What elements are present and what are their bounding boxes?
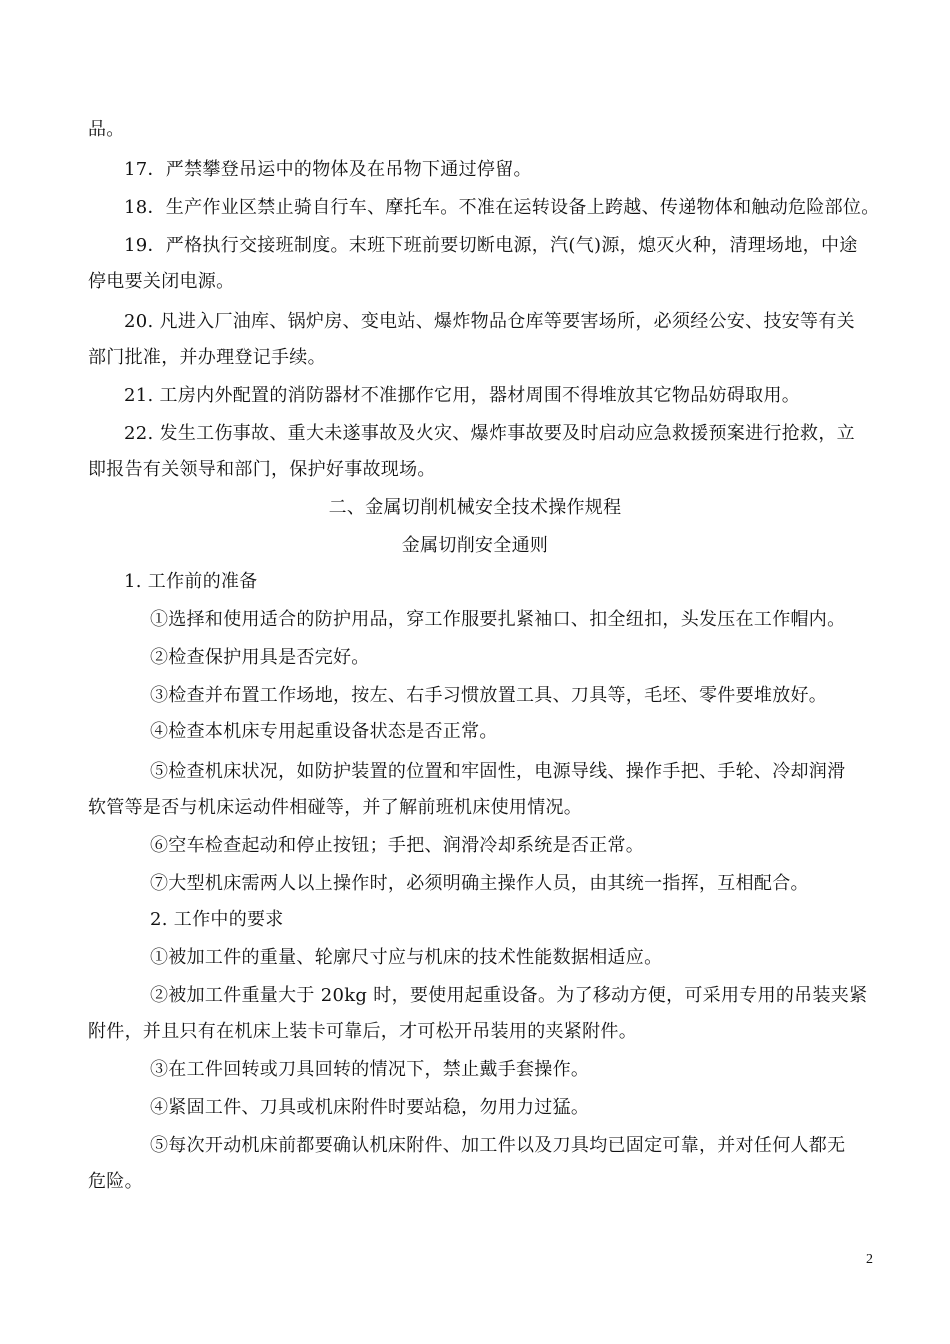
rule-item-21: 21. 工房内外配置的消防器材不准挪作它用，器材周围不得堆放其它物品妨碍取用。 [124, 385, 801, 406]
subsection-heading: 金属切削安全通则 [401, 535, 549, 556]
list-item: ②被加工件重量大于 20kg 时，要使用起重设备。为了移动方便，可采用专用的吊装夹紧 [150, 985, 868, 1006]
list-item: ①被加工件的重量、轮廓尺寸应与机床的技术性能数据相适应。 [150, 947, 663, 968]
rule-item-22: 22. 发生工伤事故、重大未遂事故及火灾、爆炸事故要及时启动应急救援预案进行抢救，立 [124, 423, 855, 444]
rule-item-19: 19．严格执行交接班制度。末班下班前要切断电源，汽(气)源，熄灭火种，清理场地，中途 [124, 235, 858, 256]
item-heading-1: 1. 工作前的准备 [124, 571, 258, 592]
list-item: ②检查保护用具是否完好。 [150, 647, 370, 668]
section-heading: 二、金属切削机械安全技术操作规程 [328, 497, 622, 518]
list-item: ③检查并布置工作场地，按左、右手习惯放置工具、刀具等，毛坯、零件要堆放好。 [150, 685, 828, 706]
list-item: ⑦大型机床需两人以上操作时，必须明确主操作人员，由其统一指挥，互相配合。 [150, 873, 809, 894]
list-item: ⑤检查机床状况，如防护装置的位置和牢固性，电源导线、操作手把、手轮、冷却润滑 [150, 761, 846, 782]
text-line: 停电要关闭电源。 [88, 271, 235, 292]
text-line: 危险。 [88, 1171, 143, 1192]
item-heading-2: 2. 工作中的要求 [150, 909, 284, 930]
rule-item-20: 20. 凡进入厂油库、锅炉房、变电站、爆炸物品仓库等要害场所，必须经公安、技安等有关 [124, 311, 855, 332]
list-item: ⑥空车检查起动和停止按钮；手把、润滑冷却系统是否正常。 [150, 835, 645, 856]
rule-item-18: 18．生产作业区禁止骑自行车、摩托车。不准在运转设备上跨越、传递物体和触动危险部位。 [124, 197, 880, 218]
list-item: ①选择和使用适合的防护用品，穿工作服要扎紧袖口、扣全纽扣，头发压在工作帽内。 [150, 609, 846, 630]
text-line: 部门批准，并办理登记手续。 [88, 347, 326, 368]
text-line: 软管等是否与机床运动件相碰等，并了解前班机床使用情况。 [88, 797, 583, 818]
list-item: ④检查本机床专用起重设备状态是否正常。 [150, 721, 498, 742]
text-line: 即报告有关领导和部门，保护好事故现场。 [88, 459, 436, 480]
text-line: 品。 [88, 119, 125, 140]
list-item: ③在工件回转或刀具回转的情况下，禁止戴手套操作。 [150, 1059, 590, 1080]
rule-item-17: 17．严禁攀登吊运中的物体及在吊物下通过停留。 [124, 159, 532, 180]
list-item: ④紧固工件、刀具或机床附件时要站稳，勿用力过猛。 [150, 1097, 590, 1118]
text-line: 附件，并且只有在机床上装卡可靠后，才可松开吊装用的夹紧附件。 [88, 1021, 637, 1042]
page-number: 2 [866, 1252, 873, 1267]
list-item: ⑤每次开动机床前都要确认机床附件、加工件以及刀具均已固定可靠，并对任何人都无 [150, 1135, 846, 1156]
